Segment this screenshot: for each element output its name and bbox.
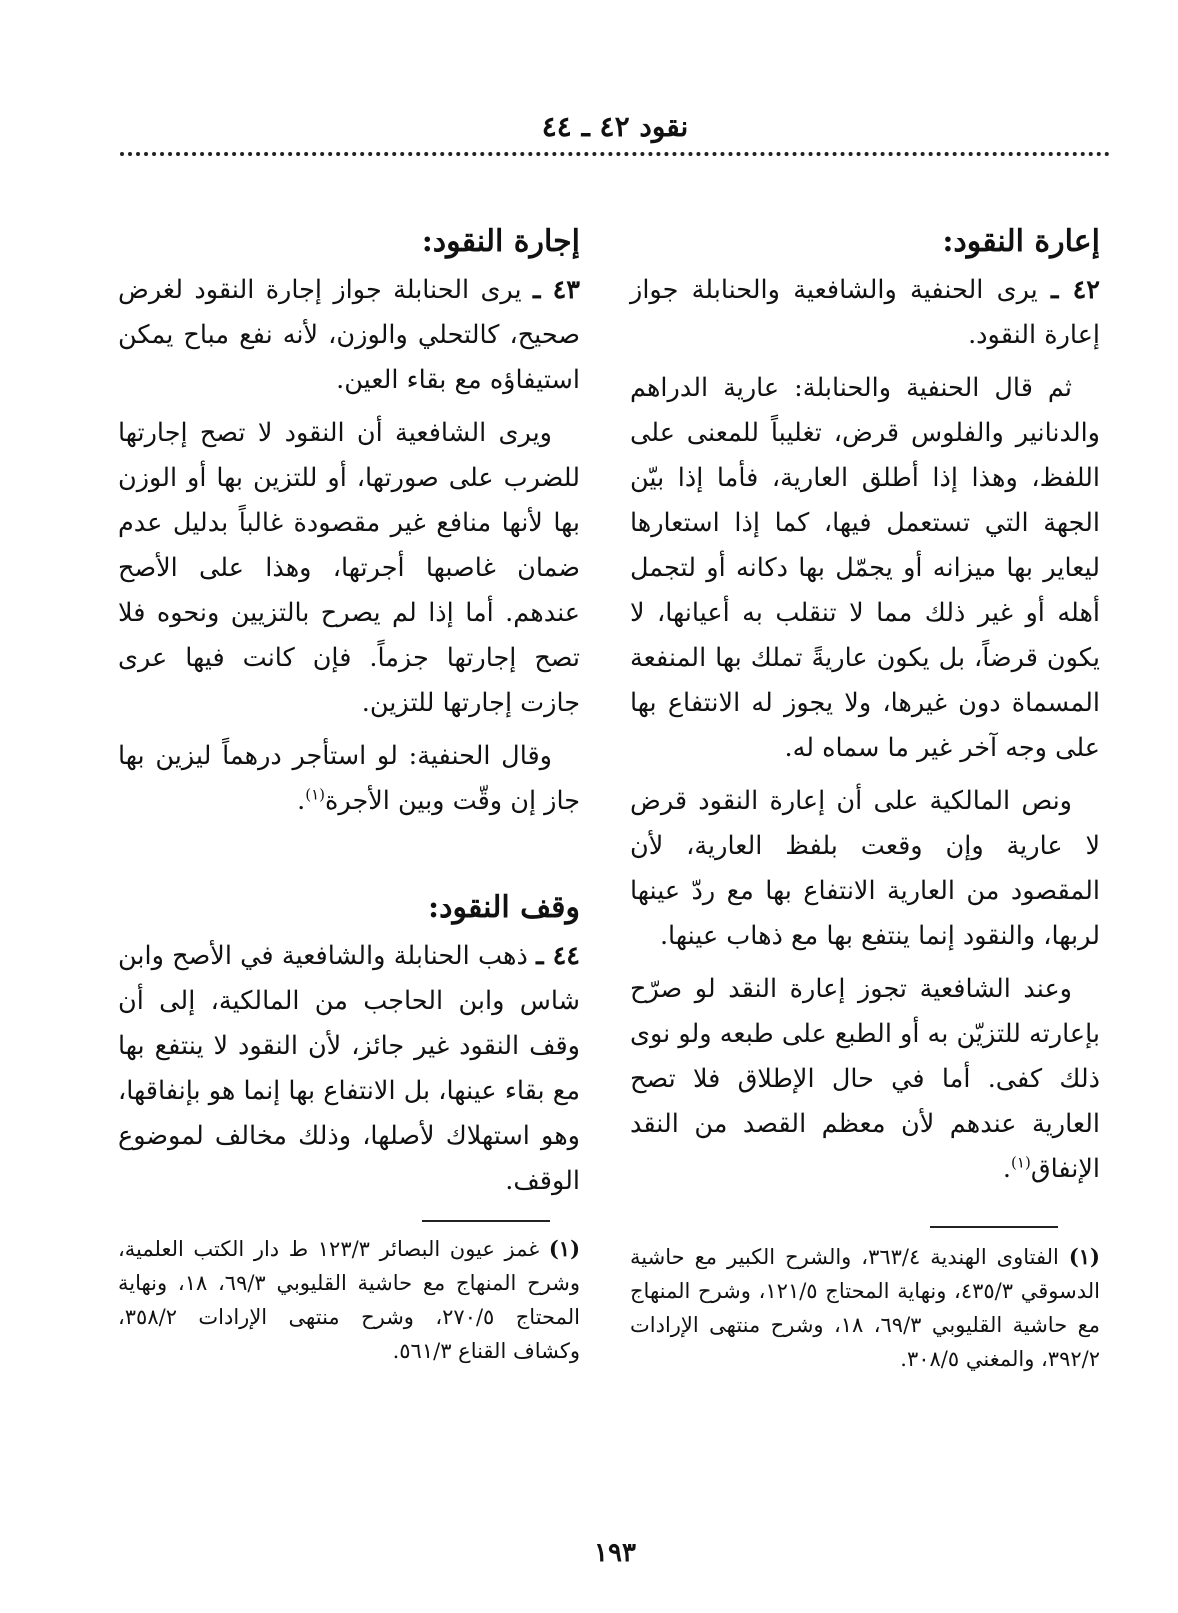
footnote-reference: (١) [1011,1153,1031,1172]
paragraph: ونص المالكية على أن إعارة النقود قرض لا عارية وإن وقعت بلفظ العارية، لأن المقصود من العارية الانتفاع بها مع ردّ عينها لربها، والنقود إنما ينتفع بها مع ذهاب عينها. [630,786,1100,951]
paragraph: ويرى الشافعية أن النقود لا تصح إجارتها للضرب على صورتها، أو للتزين بها أو الوزن بها لأنها منافع غير مقصودة غالباً بدليل عدم ضمان غاصبها أجرتها، وهذا على الأصح عندهم. أما إذا لم يصرح بالتزيين ونحوه فلا تصح إجارتها جزماً. فإن كانت فيها عرى جازت إجارتها للتزين. [118,418,580,718]
paragraph [118,734,580,824]
footnote-text: غمز عيون البصائر ١٢٣/٣ ط دار الكتب العلمية، وشرح المنهاج مع حاشية القليوبي ٦٩/٣، ١٨، ونهاية المحتاج ٢٧٠/٥، وشرح منتهى الإرادات ٣٥٨/٢، وكشاف القناع ٥٦١/٣. [118,1237,581,1363]
paragraph-end: . [1002,1154,1012,1184]
paragraph-text: ذهب الحنابلة والشافعية في الأصح وابن شاس وابن الحاجب من المالكية، إلى أن وقف النقود غير جائز، لأن النقود لا ينتفع بها مع بقاء عينها، بل الانتفاع بها إنما هو بإنفاقها، وهو استهلاك لأصلها، وذلك مخالف لموضوع الوقف. [118,941,580,1196]
paragraph-43 [118,268,580,403]
paragraph: ثم قال الحنفية والحنابلة: عارية الدراهم والدنانير والفلوس قرض، تغليباً للمعنى على اللفظ، وهذا إذا أطلق العارية، فأما إذا بيّن الجهة التي تستعمل فيها، كما إذا استعارها ليعاير بها ميزانه أو يجمّل بها دكانه أو لتجمل أهله أو غير ذلك مما لا تنقلب به أعيانها، لا يكون قرضاً، بل يكون عاريةً تملك بها المنفعة المسماة دون غيرها، ولا يجوز له الانتفاع بها على وجه آخر غير ما سماه له. [630,373,1100,763]
page-number: ١٩٣ [594,1538,636,1568]
footnote-mark: (١) [1068,1244,1100,1269]
footnote-left [118,1232,580,1368]
footnote-reference: (١) [305,785,326,804]
paragraph-42 [630,268,1100,358]
paragraph-text: يرى الحنابلة جواز إجارة النقود لغرض صحيح، كالتحلي والوزن، لأنه نفع مباح يمكن استيفاؤه مع بقاء العين. [118,275,580,395]
paragraph-44 [118,934,580,1204]
footnote-mark: (١) [548,1236,580,1261]
paragraph-text: يرى الحنفية والشافعية والحنابلة جواز إعارة النقود. [630,275,1100,350]
section-heading-endowment: وقف النقود: [428,890,580,925]
right-column [630,218,1100,1200]
paragraph-number: ٤٢ ـ [1051,275,1100,305]
paragraph-text: وعند الشافعية تجوز إعارة النقد لو صرّح بإعارته للتزيّن به أو الطبع على طبعه ولو نوى ذلك كفى. أما في حال الإطلاق فلا تصح العارية عندهم لأن معظم القصد من النقد الإنفاق [630,974,1100,1184]
paragraph [630,967,1100,1192]
section-spacer [118,832,580,884]
header-dotted-rule [120,152,1110,156]
section-heading-leasing: إجارة النقود: [421,224,580,259]
running-header: نقود ٤٢ ـ ٤٤ [541,110,689,143]
section-heading-lending: إعارة النقود: [942,224,1100,259]
paragraph-number: ٤٣ ـ [532,275,580,305]
left-column [118,218,580,1212]
paragraph-text: وقال الحنفية: لو استأجر درهماً ليزين بها جاز إن وقّت وبين الأجرة [118,741,580,816]
footnote-rule-left [422,1220,550,1222]
footnote-rule-right [930,1226,1058,1228]
paragraph-number: ٤٤ ـ [536,941,581,971]
footnote-right [630,1240,1100,1376]
footnote-text: الفتاوى الهندية ٣٦٣/٤، والشرح الكبير مع حاشية الدسوقي ٤٣٥/٣، ونهاية المحتاج ١٢١/٥، وشرح المنهاج مع حاشية القليوبي ٦٩/٣، ١٨، وشرح منتهى الإرادات ٣٩٢/٢، والمغني ٣٠٨/٥. [630,1245,1101,1371]
paragraph-end: . [297,786,306,816]
